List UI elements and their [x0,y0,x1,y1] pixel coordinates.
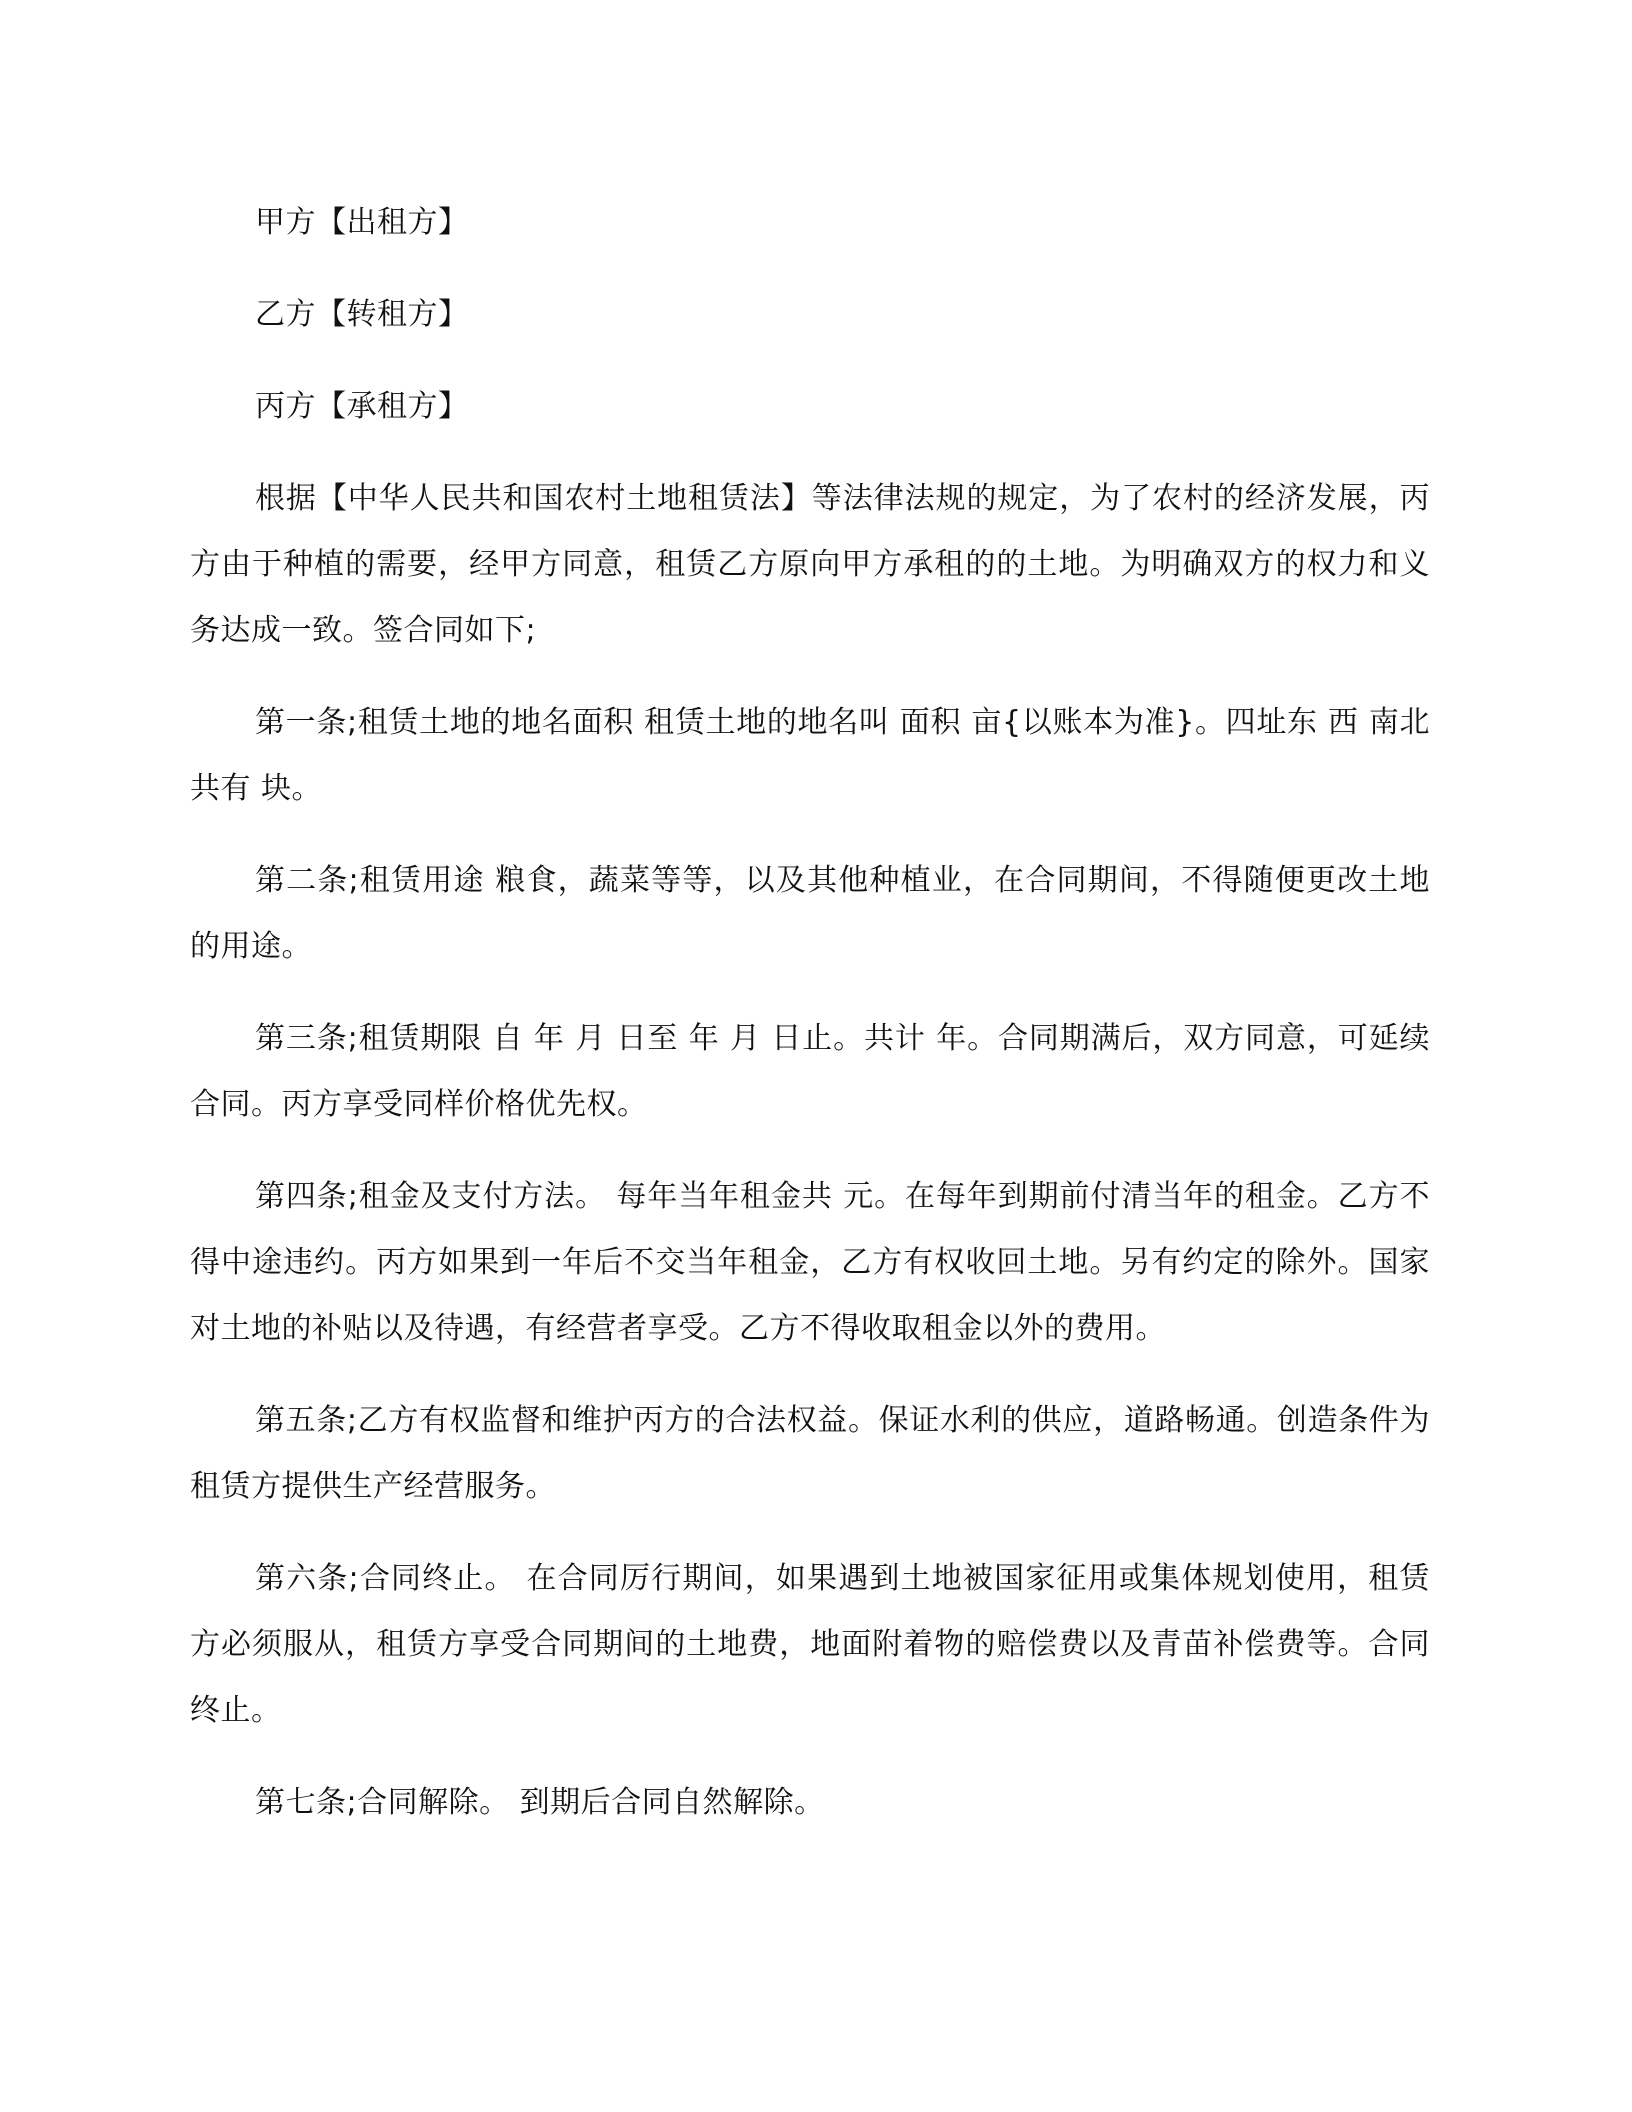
party-sublessor: 乙方【转租方】 [255,297,469,332]
article-7: 第七条;合同解除。 到期后合同自然解除。 [255,1785,825,1820]
article-2: 第二条;租赁用途 粮食，蔬菜等等，以及其他种植业，在合同期间，不得随便更改土地的用途。 [190,863,1430,964]
contract-body [190,190,1430,1862]
party-lessor: 甲方【出租方】 [255,205,469,240]
article-5: 第五条;乙方有权监督和维护丙方的合法权益。保证水利的供应，道路畅通。创造条件为租赁方提供生产经营服务。 [190,1403,1430,1504]
article-4: 第四条;租金及支付方法。 每年当年租金共 元。在每年到期前付清当年的租金。乙方不得中途违约。丙方如果到一年后不交当年租金，乙方有权收回土地。另有约定的除外。国家对土地的补贴以及待遇，有经营者享受。乙方不得收取租金以外的费用。 [190,1179,1430,1346]
article-3: 第三条;租赁期限 自 年 月 日至 年 月 日止。共计 年。合同期满后，双方同意，可延续合同。丙方享受同样价格优先权。 [190,1021,1430,1122]
article-6: 第六条;合同终止。 在合同厉行期间，如果遇到土地被国家征用或集体规划使用，租赁方必须服从，租赁方享受合同期间的土地费，地面附着物的赔偿费以及青苗补偿费等。合同终止。 [190,1561,1430,1728]
preamble-paragraph: 根据【中华人民共和国农村土地租赁法】等法律法规的规定，为了农村的经济发展，丙方由于种植的需要，经甲方同意，租赁乙方原向甲方承租的的土地。为明确双方的权力和义务达成一致。签合同如下; [190,481,1430,648]
party-lessee: 丙方【承租方】 [255,389,469,424]
article-1: 第一条;租赁土地的地名面积 租赁土地的地名叫 面积 亩{以账本为准}。四址东 西 南北 共有 块。 [190,705,1430,806]
